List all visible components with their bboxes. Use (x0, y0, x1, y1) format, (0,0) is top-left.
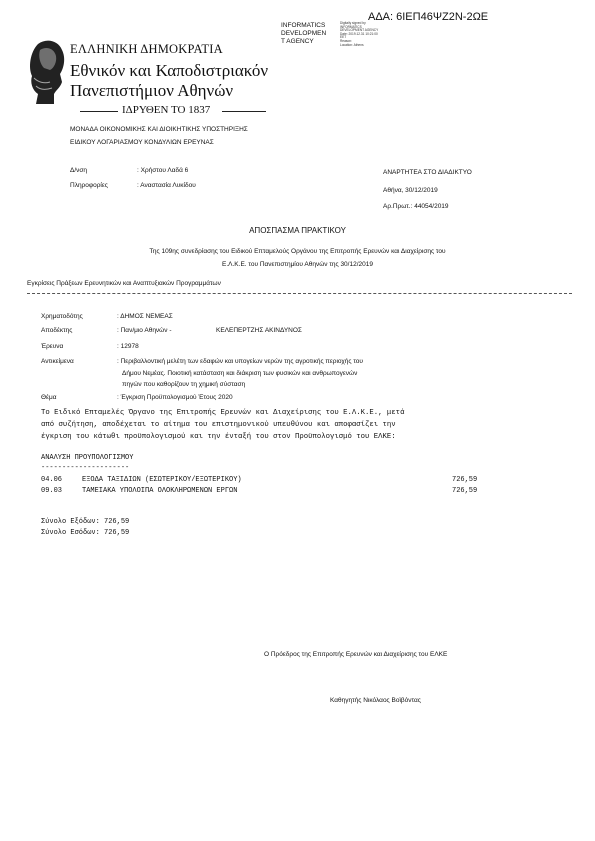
section-divider (27, 293, 572, 294)
signatory-role: Ο Πρόεδρος της Επιτροπής Ερευνών και Διαχείρισης του ΕΛΚΕ (264, 651, 448, 658)
budget-row-amount: 726,59 (452, 476, 478, 484)
divider (80, 111, 118, 112)
budget-heading: ΑΝΑΛΥΣΗ ΠΡΟΥΠΟΛΟΓΙΣΜΟΥ (41, 454, 134, 462)
founded-label: ΙΔΡΥΘΕΝ ΤΟ 1837 (122, 104, 211, 116)
section-heading: Εγκρίσεις Πράξεων Ερευνητικών και Αναπτυξιακών Προγραμμάτων (27, 280, 221, 287)
info-value: : Αναστασία Λυκίδου (137, 182, 196, 189)
stamp-detail: Date: 2019.12.31 10:21:00 (340, 31, 378, 36)
stamp-line: DEVELOPMEN (281, 30, 327, 37)
budget-row-code: 09.03 (41, 487, 63, 495)
funder-value: : ΔΗΜΟΣ ΝΕΜΕΑΣ (117, 313, 173, 320)
session-line1: Της 109ης συνεδρίασης του Ειδικού Επταμελούς Οργάνου της Επιτροπής Ερευνών και Διαχείρισης του (149, 248, 446, 255)
decision-line3: έγκριση του κάτωθι προϋπολογισμού και την ένταξή του στον Προϋπολογισμό του ΕΛΚΕ: (41, 433, 396, 441)
budget-row-desc: ΕΞΟΔΑ ΤΑΞΙΔΙΩΝ (ΕΣΩΤΕΡΙΚΟΥ/ΕΞΩΤΕΡΙΚΟΥ) (82, 476, 242, 484)
signature-stamp-details (340, 22, 378, 47)
subject-label: Αντικείμενα (41, 358, 74, 365)
funder-label: Χρηματοδότης (41, 313, 83, 320)
decision-line1: Το Ειδικό Επταμελές Όργανο της Επιτροπής Ερευνών και Διαχείρισης του Ε.Λ.Κ.Ε., μετά (41, 409, 405, 417)
address-value: : Χρήστου Λαδά 6 (137, 167, 189, 174)
project-value: : 12978 (117, 343, 139, 350)
subject-line3: πηγών που καθορίζουν τη χημική σύσταση (122, 381, 246, 388)
stamp-line: INFORMATICS (281, 22, 326, 29)
protocol-number: Αρ.Πρωτ.: 44054/2019 (383, 203, 449, 210)
ada-number: ΑΔΑ: 6ΙΕΠ46ΨΖ2Ν-2ΩΕ (368, 11, 489, 23)
recipient-name: ΚΕΛΕΠΕΡΤΖΗΣ ΑΚΙΝΔΥΝΟΣ (216, 327, 302, 334)
topic-label: Θέμα (41, 394, 57, 401)
unit-line2: ΕΙΔΙΚΟΥ ΛΟΓΑΡΙΑΣΜΟΥ ΚΟΝΔΥΛΙΩΝ ΕΡΕΥΝΑΣ (70, 139, 214, 146)
posted-label: ΑΝΑΡΤΗΤΕΑ ΣΤΟ ΔΙΑΔΙΚΤΥΟ (383, 169, 472, 176)
subject-line1: : Περιβαλλοντική μελέτη των εδαφών και υπογείων νερών της αγροτικής περιοχής του (117, 358, 363, 365)
total-expenses: Σύνολο Εξόδων: 726,59 (41, 518, 130, 526)
stamp-detail: Reason: (340, 38, 352, 43)
recipient-value: : Παν/μιο Αθηνών - (117, 327, 172, 334)
budget-row-amount: 726,59 (452, 487, 478, 495)
stamp-detail: Digitally signed by (340, 21, 366, 25)
unit-line1: ΜΟΝΑΔΑ ΟΙΚΟΝΟΜΙΚΗΣ ΚΑΙ ΔΙΟΙΚΗΤΙΚΗΣ ΥΠΟΣΤΗΡΙΞΗΣ (70, 126, 248, 133)
stamp-detail: DEVELOPMENT AGENCY (340, 28, 379, 33)
session-line2: Ε.Λ.Κ.Ε. του Πανεπιστημίου Αθηνών της 30/12/2019 (222, 261, 373, 268)
stamp-detail: INFORMATICS (340, 24, 362, 29)
document-date: Αθήνα, 30/12/2019 (383, 187, 438, 194)
project-label: Έρευνα (41, 343, 64, 350)
budget-rule: --------------------- (41, 464, 130, 472)
budget-row-desc: ΤΑΜΕΙΑΚΑ ΥΠΟΛΟΙΠΑ ΟΛΟΚΛΗΡΩΜΕΝΩΝ ΕΡΓΩΝ (82, 487, 238, 495)
decision-line2: από συζήτηση, αποδέχεται το αίτημα του επιστημονικού υπευθύνου και αποφασίζει την (41, 421, 396, 429)
budget-row-code: 04.06 (41, 476, 63, 484)
recipient-label: Αποδέκτης (41, 327, 73, 334)
stamp-detail: Location: Athens (340, 42, 364, 47)
republic-title: ΕΛΛΗΝΙΚΗ ΔΗΜΟΚΡΑΤΙΑ (70, 42, 223, 56)
document-title: ΑΠΟΣΠΑΣΜΑ ΠΡΑΚΤΙΚΟΥ (249, 226, 346, 235)
university-name-line2: Πανεπιστήμιον Αθηνών (70, 81, 234, 100)
address-label: Δ/νση (70, 167, 88, 174)
divider (222, 111, 266, 112)
university-name-line1: Εθνικόν και Καποδιστριακόν (70, 61, 269, 80)
stamp-line: T AGENCY (281, 38, 314, 45)
athena-logo-icon (24, 38, 68, 108)
signatory-name: Καθηγητής Νικόλαος Βοϊβόντας (330, 697, 421, 704)
subject-line2: Δήμου Νεμέας. Ποιοτική κατάσταση και διάκριση των φυσικών και ανθρωπογενών (122, 370, 358, 377)
info-label: Πληροφορίες (70, 182, 108, 189)
signature-stamp-label (281, 22, 326, 46)
topic-value: : Έγκριση Προϋπολογισμού Έτους 2020 (117, 394, 233, 401)
total-income: Σύνολο Εσόδων: 726,59 (41, 529, 130, 537)
stamp-detail: EET (340, 35, 347, 40)
